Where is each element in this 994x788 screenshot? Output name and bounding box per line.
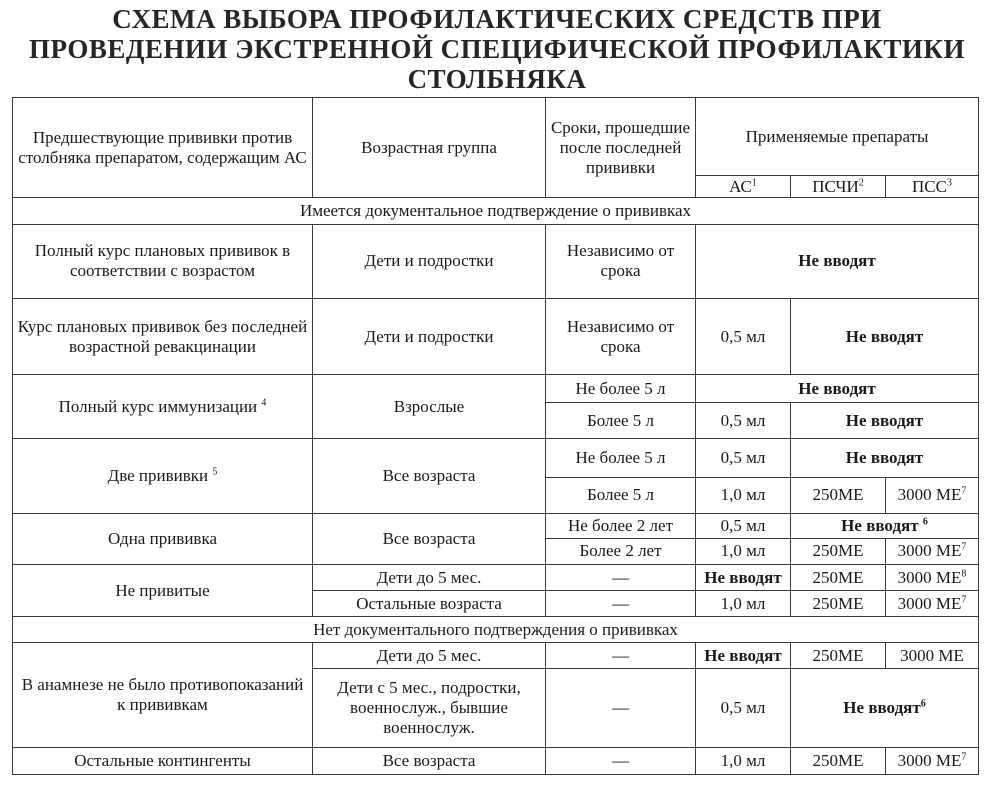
header-applied-drugs: Применяемые препараты [696, 98, 979, 176]
row5-prior: Одна прививка [13, 513, 313, 564]
title-line-3: СТОЛБНЯКА [407, 64, 587, 94]
row7-as-b: 0,5 мл [696, 669, 791, 747]
row5-pss-b: 3000 $МЕ^7$ [886, 538, 979, 564]
row5-term-b: Более 2 лет [546, 538, 696, 564]
section-documented: Имеется документальное подтверждение о прививках [13, 198, 979, 224]
row3-as-b: 0,5 мл [696, 403, 791, 439]
header-age-group: Возрастная группа [313, 98, 546, 198]
title-line-1: СХЕМА ВЫБОРА ПРОФИЛАКТИЧЕСКИХ СРЕДСТВ ПРИ [112, 4, 882, 34]
row4-rest-a: Не вводят [791, 439, 979, 477]
row3-prior: Полный курс иммунизации $^4$ [13, 375, 313, 439]
row8-age: Все возраста [313, 747, 546, 774]
header-time-since-last: Сроки, прошедшие после последней прививки [546, 98, 696, 198]
row3-rest-b: Не вводят [791, 403, 979, 439]
row6-term-b: — [546, 591, 696, 617]
header-as: $АС^1$ [696, 176, 791, 198]
row8-pschi: 250МЕ [791, 747, 886, 774]
row6-age-b: Остальные возраста [313, 591, 546, 617]
row5-age: Все возраста [313, 513, 546, 564]
row6-age-a: Дети до 5 мес. [313, 565, 546, 591]
row2-age: Дети и подростки [313, 298, 546, 374]
row3-term-a: Не более 5 л [546, 375, 696, 403]
row7-rest-b: Не вводят$^6$ [791, 669, 979, 747]
row4-term-b: Более 5 л [546, 477, 696, 513]
row7-as-a: Не вводят [696, 643, 791, 669]
row3-drugs-a: Не вводят [696, 375, 979, 403]
row2-as: 0,5 мл [696, 298, 791, 374]
header-pschi: ПСЧИ$^2$ [791, 176, 886, 198]
row4-age: Все возраста [313, 439, 546, 513]
row6-pss-b: 3000 $МЕ^7$ [886, 591, 979, 617]
row7-pschi-a: 250МЕ [791, 643, 886, 669]
row8-term: — [546, 747, 696, 774]
row4-as-b: 1,0 мл [696, 477, 791, 513]
row1-age: Дети и подростки [313, 224, 546, 298]
title-line-2: ПРОВЕДЕНИИ ЭКСТРЕННОЙ СПЕЦИФИЧЕСКОЙ ПРОФИЛАКТИКИ [28, 34, 965, 64]
row4-prior: Две прививки $^5$ [13, 439, 313, 513]
row7-pss-a: 3000 МЕ [886, 643, 979, 669]
header-pss: ПСС$^3$ [886, 176, 979, 198]
row5-pschi-b: 250МЕ [791, 538, 886, 564]
row7-age-b: Дети с 5 мес., подростки, военнослуж., бывшие военнослуж. [313, 669, 546, 747]
row7-term-a: — [546, 643, 696, 669]
row4-pss-b: 3000 $МЕ^7$ [886, 477, 979, 513]
row5-rest-a: Не вводят $^6$ [791, 513, 979, 538]
row8-as: 1,0 мл [696, 747, 791, 774]
section-undocumented: Нет документального подтверждения о прививках [13, 617, 979, 643]
row6-pschi-b: 250МЕ [791, 591, 886, 617]
row7-prior: В анамнезе не было противопоказаний к прививкам [13, 643, 313, 747]
header-prior-vaccinations: Предшествующие прививки против столбняка препаратом, содержащим АС [13, 98, 313, 198]
row3-age: Взрослые [313, 375, 546, 439]
row8-prior: Остальные контингенты [13, 747, 313, 774]
row6-as-b: 1,0 мл [696, 591, 791, 617]
row5-as-a: 0,5 мл [696, 513, 791, 538]
prophylaxis-table [12, 97, 979, 775]
row8-pss: 3000 $МЕ^7$ [886, 747, 979, 774]
row1-drugs: Не вводят [696, 224, 979, 298]
document-title [0, 4, 994, 94]
row1-prior: Полный курс плановых прививок в соответствии с возрастом [13, 224, 313, 298]
row6-as-a: Не вводят [696, 565, 791, 591]
row1-term: Независимо от срока [546, 224, 696, 298]
row2-rest: Не вводят [791, 298, 979, 374]
row7-term-b: — [546, 669, 696, 747]
row2-term: Независимо от срока [546, 298, 696, 374]
row6-term-a: — [546, 565, 696, 591]
row6-prior: Не привитые [13, 565, 313, 617]
row6-pschi-a: 250МЕ [791, 565, 886, 591]
row5-as-b: 1,0 мл [696, 538, 791, 564]
row5-term-a: Не более 2 лет [546, 513, 696, 538]
row6-pss-a: 3000 $МЕ^8$ [886, 565, 979, 591]
row4-term-a: Не более 5 л [546, 439, 696, 477]
row7-age-a: Дети до 5 мес. [313, 643, 546, 669]
row3-term-b: Более 5 л [546, 403, 696, 439]
row4-as-a: 0,5 мл [696, 439, 791, 477]
row4-pschi-b: 250МЕ [791, 477, 886, 513]
row2-prior: Курс плановых прививок без последней возрастной ревакцинации [13, 298, 313, 374]
